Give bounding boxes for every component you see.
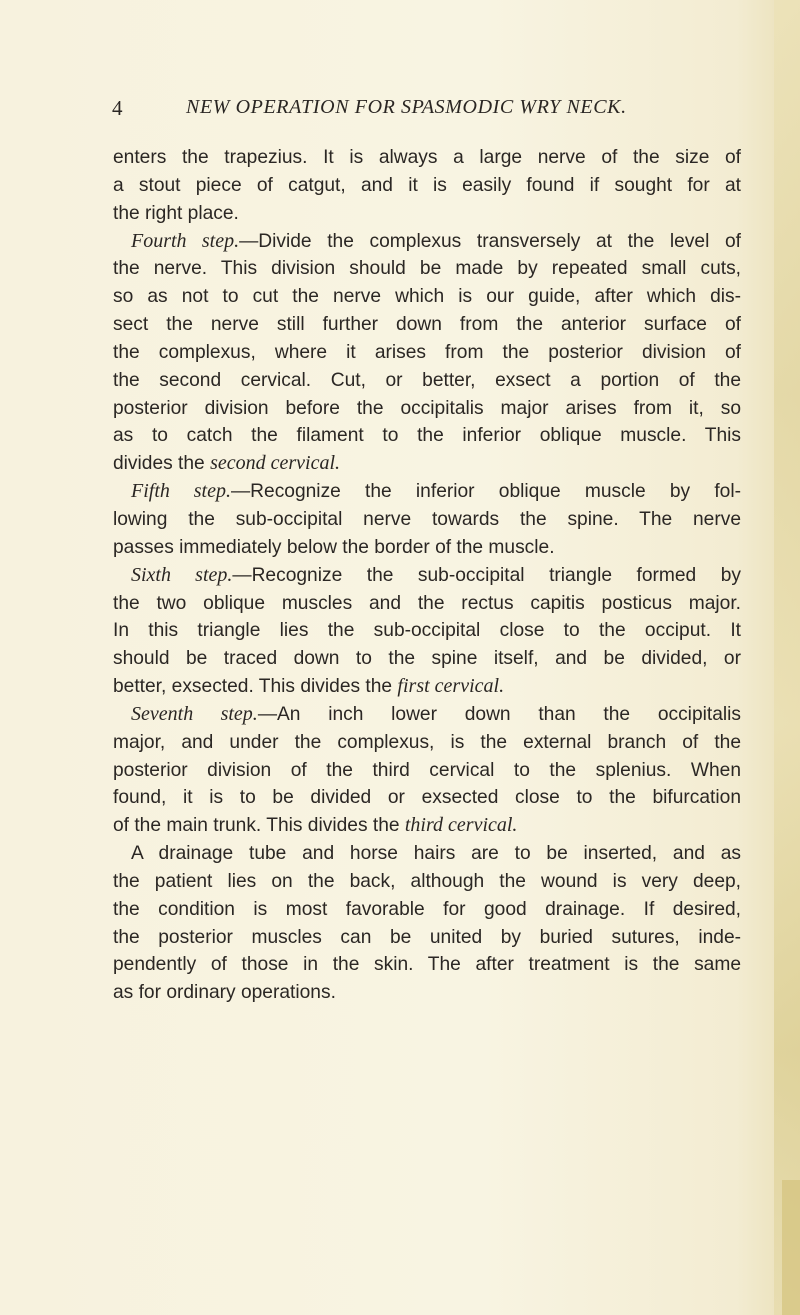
text-line (113, 701, 741, 729)
text-line (113, 673, 741, 701)
text-line (113, 255, 741, 283)
text-segment: In this triangle lies the sub-occipital close to the occiput. It (113, 620, 741, 642)
italic-text: Sixth step. (131, 563, 233, 586)
italic-text: third cervical. (404, 814, 518, 837)
text-line (113, 645, 741, 673)
text-line (113, 200, 741, 228)
text-line (113, 534, 741, 562)
text-segment: —An inch lower down than the occipitalis (257, 703, 741, 725)
text-line (113, 339, 741, 367)
text-segment: enters the trapezius. It is always a large nerve of the size of (113, 147, 741, 168)
text-line (113, 590, 741, 618)
text-segment: —Divide the complexus transversely at the level of (239, 230, 741, 252)
text-segment: the patient lies on the back, although the wound is very deep, (113, 870, 741, 892)
text-line (113, 144, 741, 172)
text-line (113, 506, 741, 534)
text-line (113, 617, 741, 645)
text-line (113, 757, 741, 785)
text-segment: of the main trunk. This divides the (113, 815, 405, 837)
text-line (113, 172, 741, 200)
text-line (113, 868, 741, 896)
text-line (113, 562, 741, 590)
text-line (113, 896, 741, 924)
text-line (113, 729, 741, 757)
text-line (113, 840, 741, 868)
italic-text: Fourth step. (131, 229, 240, 252)
text-segment: lowing the sub-occipital nerve towards the spine. The nerve (113, 508, 741, 530)
text-segment: —Recognize the inferior oblique muscle by fol- (230, 481, 741, 503)
text-segment: as to catch the filament to the inferior oblique muscle. This (113, 425, 741, 447)
italic-text: Seventh step. (131, 702, 258, 725)
text-segment: the second cervical. Cut, or better, exsect a portion of the (113, 369, 741, 391)
text-segment: divides the (113, 453, 211, 475)
text-line (113, 450, 741, 478)
page-header (112, 96, 712, 126)
text-segment: the posterior muscles can be united by buried sutures, inde- (113, 926, 741, 948)
text-segment: the nerve. This division should be made by repeated small cuts, (113, 258, 741, 280)
text-line (113, 979, 741, 1007)
text-segment: as for ordinary operations. (113, 982, 336, 1004)
body-text (113, 144, 741, 1007)
text-segment: pendently of those in the skin. The after treatment is the same (113, 954, 741, 976)
text-line (113, 283, 741, 311)
text-line (113, 228, 741, 256)
text-segment: found, it is to be divided or exsected close to the bifurcation (113, 787, 741, 809)
text-line (113, 422, 741, 450)
text-segment: —Recognize the sub-occipital triangle formed by (232, 564, 741, 586)
text-line (113, 367, 741, 395)
text-segment: A drainage tube and horse hairs are to be inserted, and as (131, 843, 741, 865)
text-segment: the right place. (113, 202, 239, 224)
text-segment: posterior division before the occipitalis major arises from it, so (113, 397, 741, 419)
page-number: 4 (112, 96, 123, 120)
text-segment: the two oblique muscles and the rectus capitis posticus major. (113, 592, 741, 614)
text-segment: the complexus, where it arises from the posterior division of (113, 341, 741, 363)
text-line (113, 924, 741, 952)
page-edge-stain (774, 0, 800, 1315)
text-segment: a stout piece of catgut, and it is easily found if sought for at (113, 174, 741, 196)
text-segment: posterior division of the third cervical to the splenius. When (113, 759, 741, 781)
text-segment: so as not to cut the nerve which is our guide, after which dis- (113, 286, 741, 308)
text-segment: the condition is most favorable for good drainage. If desired, (113, 898, 741, 920)
text-segment: better, exsected. This divides the (113, 676, 398, 698)
italic-text: second cervical. (210, 452, 341, 475)
text-line (113, 951, 741, 979)
text-line (113, 395, 741, 423)
text-line (113, 478, 741, 506)
page-edge-stain-lower (782, 1180, 800, 1315)
italic-text: first cervical. (397, 675, 505, 698)
text-line (113, 812, 741, 840)
text-line (113, 784, 741, 812)
text-line (113, 311, 741, 339)
text-segment: major, and under the complexus, is the external branch of the (113, 731, 741, 753)
text-segment: should be traced down to the spine itself, and be divided, or (113, 648, 741, 670)
running-head: NEW OPERATION FOR SPASMODIC WRY NECK. (186, 96, 627, 118)
italic-text: Fifth step. (131, 480, 231, 503)
text-segment: sect the nerve still further down from the anterior surface of (113, 314, 741, 336)
text-segment: passes immediately below the border of the muscle. (113, 536, 555, 558)
